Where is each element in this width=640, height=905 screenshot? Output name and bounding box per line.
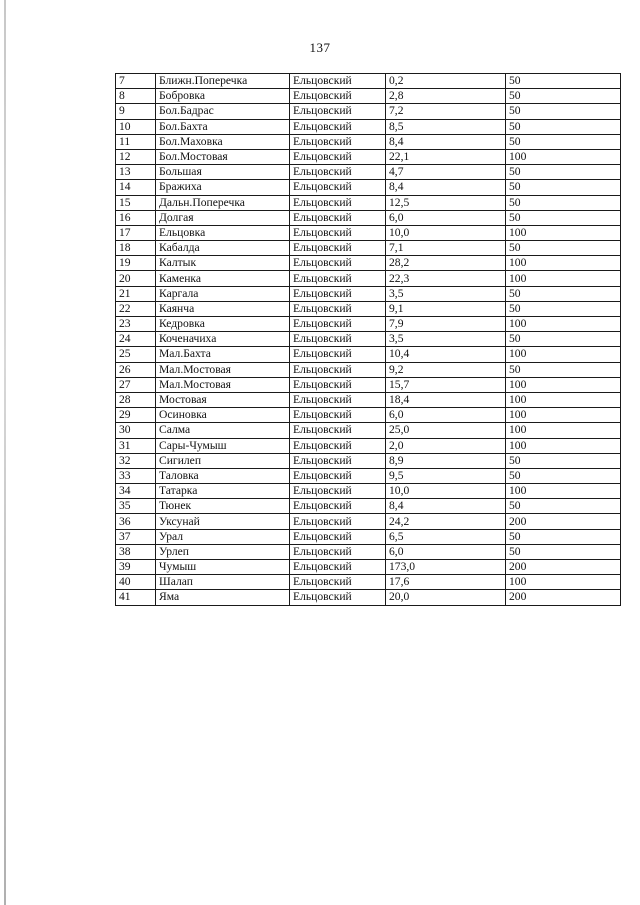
length-cell: 22,1 <box>386 149 506 164</box>
district-cell: Ельцовский <box>290 590 386 605</box>
length-cell: 8,4 <box>386 134 506 149</box>
row-number-cell: 36 <box>116 514 156 529</box>
length-cell: 10,0 <box>386 484 506 499</box>
row-number-cell: 10 <box>116 119 156 134</box>
length-cell: 6,5 <box>386 529 506 544</box>
row-number-cell: 15 <box>116 195 156 210</box>
zone-width-cell: 50 <box>506 104 621 119</box>
river-name-cell: Ближн.Поперечка <box>156 74 290 89</box>
zone-width-cell: 50 <box>506 119 621 134</box>
river-name-cell: Мал.Мостовая <box>156 377 290 392</box>
row-number-cell: 38 <box>116 544 156 559</box>
river-name-cell: Большая <box>156 165 290 180</box>
table-row <box>116 468 621 483</box>
table-row <box>116 408 621 423</box>
table-row <box>116 317 621 332</box>
row-number-cell: 19 <box>116 256 156 271</box>
district-cell: Ельцовский <box>290 180 386 195</box>
river-name-cell: Каянча <box>156 301 290 316</box>
district-cell: Ельцовский <box>290 210 386 225</box>
zone-width-cell: 100 <box>506 317 621 332</box>
table-row <box>116 438 621 453</box>
zone-width-cell: 100 <box>506 575 621 590</box>
district-cell: Ельцовский <box>290 89 386 104</box>
river-name-cell: Бобровка <box>156 89 290 104</box>
district-cell: Ельцовский <box>290 453 386 468</box>
table-row <box>116 301 621 316</box>
table-row <box>116 89 621 104</box>
river-name-cell: Уксунай <box>156 514 290 529</box>
river-name-cell: Каменка <box>156 271 290 286</box>
zone-width-cell: 50 <box>506 499 621 514</box>
district-cell: Ельцовский <box>290 347 386 362</box>
table-row <box>116 271 621 286</box>
row-number-cell: 32 <box>116 453 156 468</box>
length-cell: 17,6 <box>386 575 506 590</box>
length-cell: 15,7 <box>386 377 506 392</box>
table-row <box>116 256 621 271</box>
zone-width-cell: 50 <box>506 180 621 195</box>
table-row <box>116 180 621 195</box>
row-number-cell: 24 <box>116 332 156 347</box>
river-name-cell: Шалап <box>156 575 290 590</box>
district-cell: Ельцовский <box>290 529 386 544</box>
length-cell: 9,5 <box>386 468 506 483</box>
rivers-table <box>115 73 621 606</box>
district-cell: Ельцовский <box>290 165 386 180</box>
table-row <box>116 423 621 438</box>
river-name-cell: Коченачиха <box>156 332 290 347</box>
district-cell: Ельцовский <box>290 225 386 240</box>
district-cell: Ельцовский <box>290 408 386 423</box>
district-cell: Ельцовский <box>290 317 386 332</box>
district-cell: Ельцовский <box>290 301 386 316</box>
river-name-cell: Мостовая <box>156 392 290 407</box>
river-name-cell: Бол.Бадрас <box>156 104 290 119</box>
district-cell: Ельцовский <box>290 241 386 256</box>
district-cell: Ельцовский <box>290 514 386 529</box>
table-row <box>116 560 621 575</box>
district-cell: Ельцовский <box>290 74 386 89</box>
length-cell: 24,2 <box>386 514 506 529</box>
rivers-table-body <box>116 74 621 606</box>
river-name-cell: Осиновка <box>156 408 290 423</box>
zone-width-cell: 100 <box>506 392 621 407</box>
district-cell: Ельцовский <box>290 484 386 499</box>
district-cell: Ельцовский <box>290 499 386 514</box>
row-number-cell: 34 <box>116 484 156 499</box>
table-row <box>116 134 621 149</box>
river-name-cell: Сигилеп <box>156 453 290 468</box>
table-row <box>116 210 621 225</box>
river-name-cell: Каргала <box>156 286 290 301</box>
table-row <box>116 225 621 240</box>
table-row <box>116 484 621 499</box>
table-row <box>116 104 621 119</box>
length-cell: 20,0 <box>386 590 506 605</box>
length-cell: 7,2 <box>386 104 506 119</box>
length-cell: 7,1 <box>386 241 506 256</box>
row-number-cell: 30 <box>116 423 156 438</box>
river-name-cell: Бражиха <box>156 180 290 195</box>
zone-width-cell: 50 <box>506 241 621 256</box>
row-number-cell: 28 <box>116 392 156 407</box>
length-cell: 2,8 <box>386 89 506 104</box>
district-cell: Ельцовский <box>290 195 386 210</box>
table-row <box>116 514 621 529</box>
row-number-cell: 23 <box>116 317 156 332</box>
district-cell: Ельцовский <box>290 332 386 347</box>
table-row <box>116 590 621 605</box>
row-number-cell: 25 <box>116 347 156 362</box>
zone-width-cell: 100 <box>506 149 621 164</box>
table-row <box>116 529 621 544</box>
row-number-cell: 9 <box>116 104 156 119</box>
zone-width-cell: 50 <box>506 453 621 468</box>
table-row <box>116 575 621 590</box>
district-cell: Ельцовский <box>290 438 386 453</box>
row-number-cell: 27 <box>116 377 156 392</box>
length-cell: 22,3 <box>386 271 506 286</box>
zone-width-cell: 100 <box>506 271 621 286</box>
row-number-cell: 40 <box>116 575 156 590</box>
zone-width-cell: 200 <box>506 514 621 529</box>
zone-width-cell: 50 <box>506 286 621 301</box>
district-cell: Ельцовский <box>290 423 386 438</box>
district-cell: Ельцовский <box>290 104 386 119</box>
river-name-cell: Бол.Маховка <box>156 134 290 149</box>
table-row <box>116 241 621 256</box>
zone-width-cell: 50 <box>506 362 621 377</box>
length-cell: 18,4 <box>386 392 506 407</box>
zone-width-cell: 100 <box>506 347 621 362</box>
zone-width-cell: 50 <box>506 89 621 104</box>
table-row <box>116 149 621 164</box>
row-number-cell: 37 <box>116 529 156 544</box>
table-row <box>116 119 621 134</box>
district-cell: Ельцовский <box>290 575 386 590</box>
page-number: 137 <box>309 40 331 55</box>
zone-width-cell: 50 <box>506 468 621 483</box>
district-cell: Ельцовский <box>290 468 386 483</box>
table-row <box>116 377 621 392</box>
table-row <box>116 165 621 180</box>
table-row <box>116 332 621 347</box>
table-row <box>116 195 621 210</box>
river-name-cell: Урал <box>156 529 290 544</box>
length-cell: 10,4 <box>386 347 506 362</box>
river-name-cell: Салма <box>156 423 290 438</box>
zone-width-cell: 100 <box>506 256 621 271</box>
river-name-cell: Калтык <box>156 256 290 271</box>
river-name-cell: Татарка <box>156 484 290 499</box>
length-cell: 12,5 <box>386 195 506 210</box>
river-name-cell: Таловка <box>156 468 290 483</box>
length-cell: 6,0 <box>386 210 506 225</box>
length-cell: 8,4 <box>386 180 506 195</box>
row-number-cell: 17 <box>116 225 156 240</box>
river-name-cell: Долгая <box>156 210 290 225</box>
district-cell: Ельцовский <box>290 271 386 286</box>
zone-width-cell: 50 <box>506 529 621 544</box>
zone-width-cell: 100 <box>506 484 621 499</box>
river-name-cell: Бол.Бахта <box>156 119 290 134</box>
length-cell: 4,7 <box>386 165 506 180</box>
zone-width-cell: 200 <box>506 560 621 575</box>
district-cell: Ельцовский <box>290 286 386 301</box>
zone-width-cell: 100 <box>506 438 621 453</box>
river-name-cell: Бол.Мостовая <box>156 149 290 164</box>
table-row <box>116 362 621 377</box>
length-cell: 25,0 <box>386 423 506 438</box>
row-number-cell: 41 <box>116 590 156 605</box>
table-row <box>116 453 621 468</box>
length-cell: 9,2 <box>386 362 506 377</box>
river-name-cell: Урлеп <box>156 544 290 559</box>
river-name-cell: Чумыш <box>156 560 290 575</box>
river-name-cell: Мал.Бахта <box>156 347 290 362</box>
length-cell: 8,5 <box>386 119 506 134</box>
length-cell: 3,5 <box>386 286 506 301</box>
table-row <box>116 74 621 89</box>
zone-width-cell: 50 <box>506 195 621 210</box>
zone-width-cell: 200 <box>506 590 621 605</box>
row-number-cell: 22 <box>116 301 156 316</box>
river-name-cell: Сары-Чумыш <box>156 438 290 453</box>
length-cell: 28,2 <box>386 256 506 271</box>
row-number-cell: 8 <box>116 89 156 104</box>
river-name-cell: Яма <box>156 590 290 605</box>
length-cell: 8,9 <box>386 453 506 468</box>
row-number-cell: 18 <box>116 241 156 256</box>
zone-width-cell: 100 <box>506 408 621 423</box>
district-cell: Ельцовский <box>290 544 386 559</box>
river-name-cell: Тюнек <box>156 499 290 514</box>
zone-width-cell: 50 <box>506 134 621 149</box>
row-number-cell: 33 <box>116 468 156 483</box>
district-cell: Ельцовский <box>290 392 386 407</box>
zone-width-cell: 50 <box>506 544 621 559</box>
length-cell: 10,0 <box>386 225 506 240</box>
zone-width-cell: 50 <box>506 165 621 180</box>
district-cell: Ельцовский <box>290 134 386 149</box>
zone-width-cell: 100 <box>506 225 621 240</box>
length-cell: 6,0 <box>386 408 506 423</box>
river-name-cell: Кедровка <box>156 317 290 332</box>
table-row <box>116 286 621 301</box>
zone-width-cell: 50 <box>506 301 621 316</box>
row-number-cell: 13 <box>116 165 156 180</box>
zone-width-cell: 50 <box>506 74 621 89</box>
river-name-cell: Мал.Мостовая <box>156 362 290 377</box>
row-number-cell: 7 <box>116 74 156 89</box>
district-cell: Ельцовский <box>290 377 386 392</box>
row-number-cell: 11 <box>116 134 156 149</box>
length-cell: 173,0 <box>386 560 506 575</box>
row-number-cell: 26 <box>116 362 156 377</box>
table-row <box>116 499 621 514</box>
district-cell: Ельцовский <box>290 256 386 271</box>
table-row <box>116 392 621 407</box>
river-name-cell: Ельцовка <box>156 225 290 240</box>
row-number-cell: 16 <box>116 210 156 225</box>
row-number-cell: 31 <box>116 438 156 453</box>
row-number-cell: 21 <box>116 286 156 301</box>
length-cell: 6,0 <box>386 544 506 559</box>
row-number-cell: 35 <box>116 499 156 514</box>
table-row <box>116 544 621 559</box>
row-number-cell: 39 <box>116 560 156 575</box>
length-cell: 8,4 <box>386 499 506 514</box>
river-name-cell: Дальн.Поперечка <box>156 195 290 210</box>
district-cell: Ельцовский <box>290 560 386 575</box>
zone-width-cell: 50 <box>506 210 621 225</box>
length-cell: 2,0 <box>386 438 506 453</box>
length-cell: 7,9 <box>386 317 506 332</box>
length-cell: 9,1 <box>386 301 506 316</box>
zone-width-cell: 100 <box>506 377 621 392</box>
row-number-cell: 12 <box>116 149 156 164</box>
row-number-cell: 29 <box>116 408 156 423</box>
length-cell: 3,5 <box>386 332 506 347</box>
scan-edge-line <box>4 0 6 905</box>
zone-width-cell: 100 <box>506 423 621 438</box>
row-number-cell: 14 <box>116 180 156 195</box>
district-cell: Ельцовский <box>290 149 386 164</box>
table-row <box>116 347 621 362</box>
district-cell: Ельцовский <box>290 362 386 377</box>
district-cell: Ельцовский <box>290 119 386 134</box>
row-number-cell: 20 <box>116 271 156 286</box>
river-name-cell: Кабалда <box>156 241 290 256</box>
length-cell: 0,2 <box>386 74 506 89</box>
zone-width-cell: 50 <box>506 332 621 347</box>
